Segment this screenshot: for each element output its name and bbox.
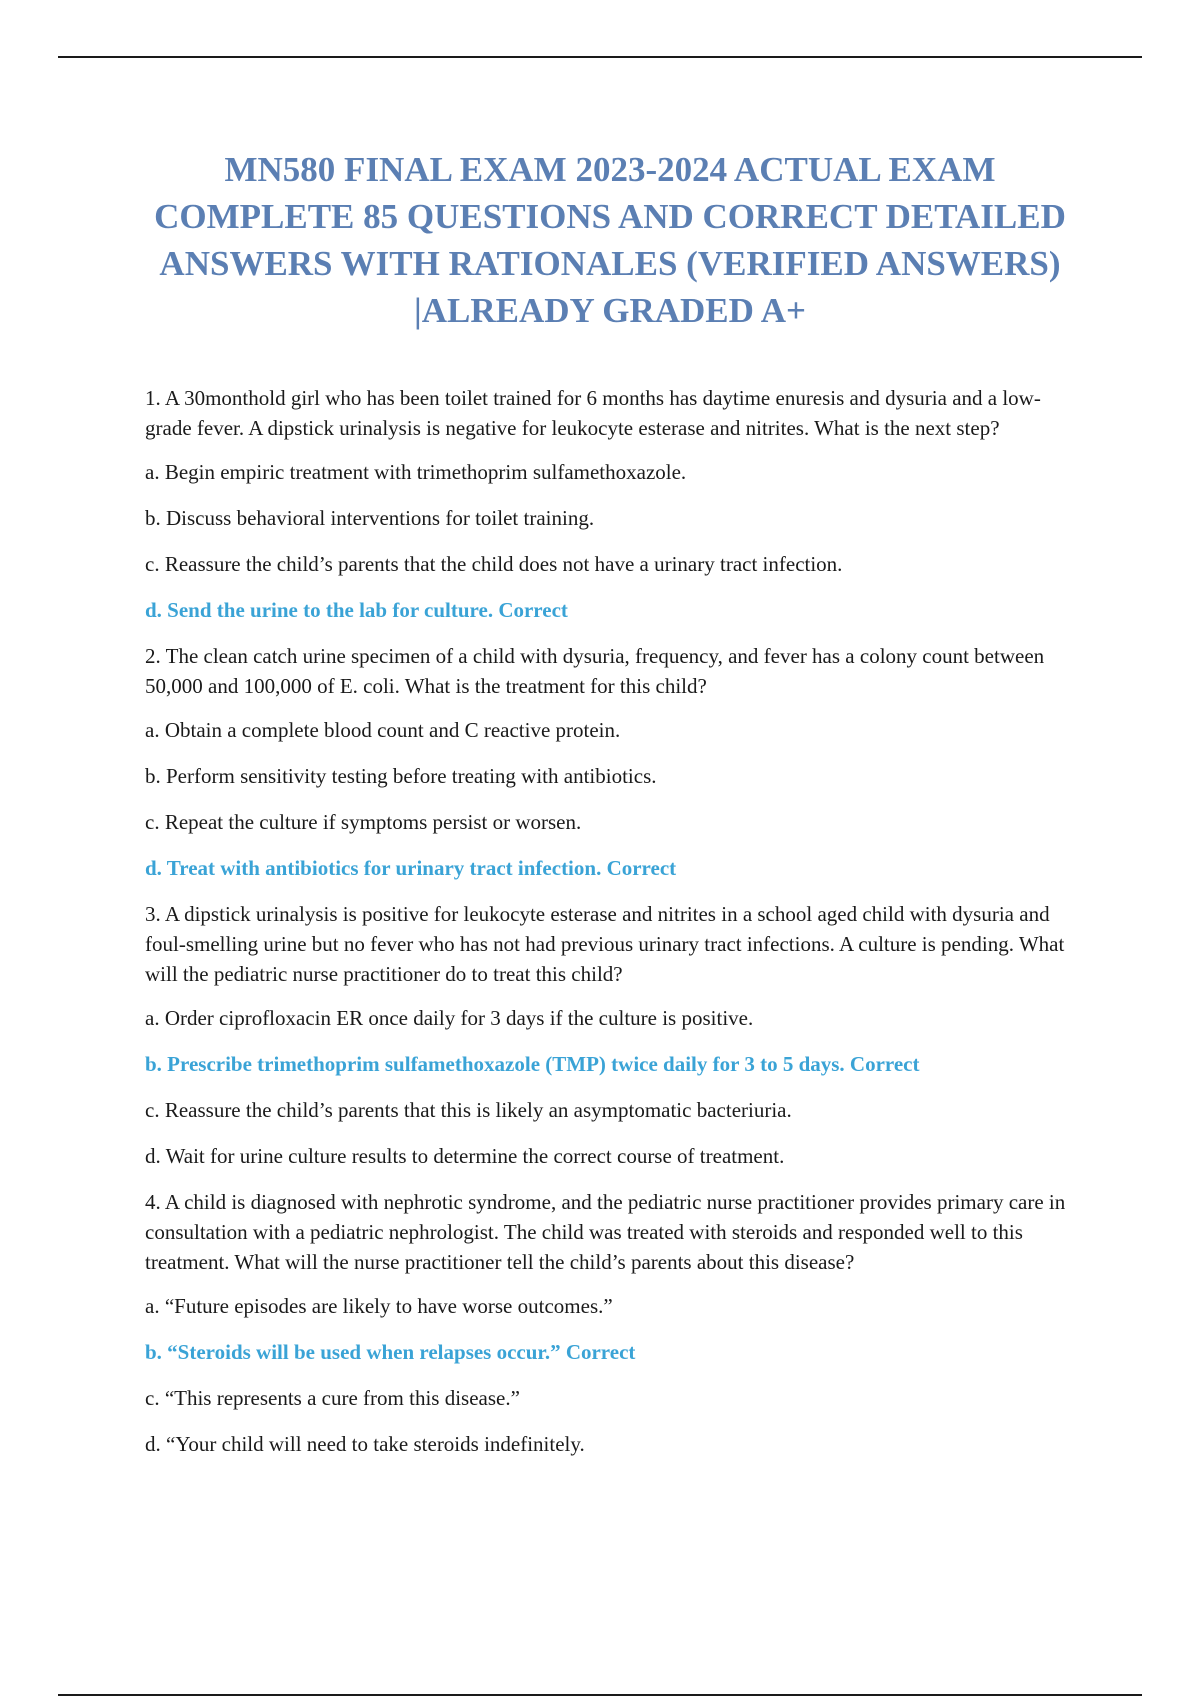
question-2-text: 2. The clean catch urine specimen of a child with dysuria, frequency, and fever has a colony count between 50,000 and 100,000 of E. coli. What is the treatment for this child? bbox=[145, 644, 1045, 698]
answer-option: c. “This represents a cure from this disease.” bbox=[145, 1386, 520, 1410]
answer-option: d. “Your child will need to take steroids indefinitely. bbox=[145, 1432, 585, 1456]
correct-answer-option: d. Treat with antibiotics for urinary tract infection. Correct bbox=[145, 856, 677, 880]
answer-option: b. Discuss behavioral interventions for toilet training. bbox=[145, 506, 595, 530]
question-3-text: 3. A dipstick urinalysis is positive for leukocyte esterase and nitrites in a school aged child with dysuria and foul-smelling urine but no fever who has not had previous urinary tract infections. A culture is pending. What will the pediatric nurse practitioner do to treat this child? bbox=[145, 902, 1065, 986]
answer-option: a. “Future episodes are likely to have worse outcomes.” bbox=[145, 1294, 613, 1318]
answer-option: a. Begin empiric treatment with trimethoprim sulfamethoxazole. bbox=[145, 460, 687, 484]
correct-answer-option: d. Send the urine to the lab for culture. Correct bbox=[145, 598, 568, 622]
correct-answer-option: b. “Steroids will be used when relapses occur.” Correct bbox=[145, 1340, 636, 1364]
answer-option: a. Order ciprofloxacin ER once daily for 3 days if the culture is positive. bbox=[145, 1006, 754, 1030]
answer-option: c. Reassure the child’s parents that this is likely an asymptomatic bacteriuria. bbox=[145, 1098, 792, 1122]
top-rule bbox=[58, 56, 1142, 58]
correct-answer-option: b. Prescribe trimethoprim sulfamethoxazole (TMP) twice daily for 3 to 5 days. Correct bbox=[145, 1052, 920, 1076]
questions-list bbox=[145, 383, 1080, 1475]
question-4-text: 4. A child is diagnosed with nephrotic syndrome, and the pediatric nurse practitioner provides primary care in consultation with a pediatric nephrologist. The child was treated with steroids and responded well to this treatment. What will the nurse practitioner tell the child’s parents about this disease? bbox=[145, 1190, 1066, 1274]
answer-option: c. Reassure the child’s parents that the child does not have a urinary tract infection. bbox=[145, 552, 843, 576]
answer-option: a. Obtain a complete blood count and C reactive protein. bbox=[145, 718, 621, 742]
answer-option: d. Wait for urine culture results to determine the correct course of treatment. bbox=[145, 1144, 785, 1168]
question-1-text: 1. A 30monthold girl who has been toilet trained for 6 months has daytime enuresis and dysuria and a low-grade fever. A dipstick urinalysis is negative for leukocyte esterase and nitrites. What is the next step? bbox=[145, 386, 1041, 440]
answer-option: b. Perform sensitivity testing before treating with antibiotics. bbox=[145, 764, 657, 788]
document-title: MN580 FINAL EXAM 2023-2024 ACTUAL EXAM COMPLETE 85 QUESTIONS AND CORRECT DETAILED ANSWERS WITH RATIONALES (VERIFIED ANSWERS) |ALREADY GRADED A+ bbox=[154, 150, 1066, 330]
answer-option: c. Repeat the culture if symptoms persist or worsen. bbox=[145, 810, 582, 834]
bottom-rule bbox=[58, 1694, 1142, 1696]
